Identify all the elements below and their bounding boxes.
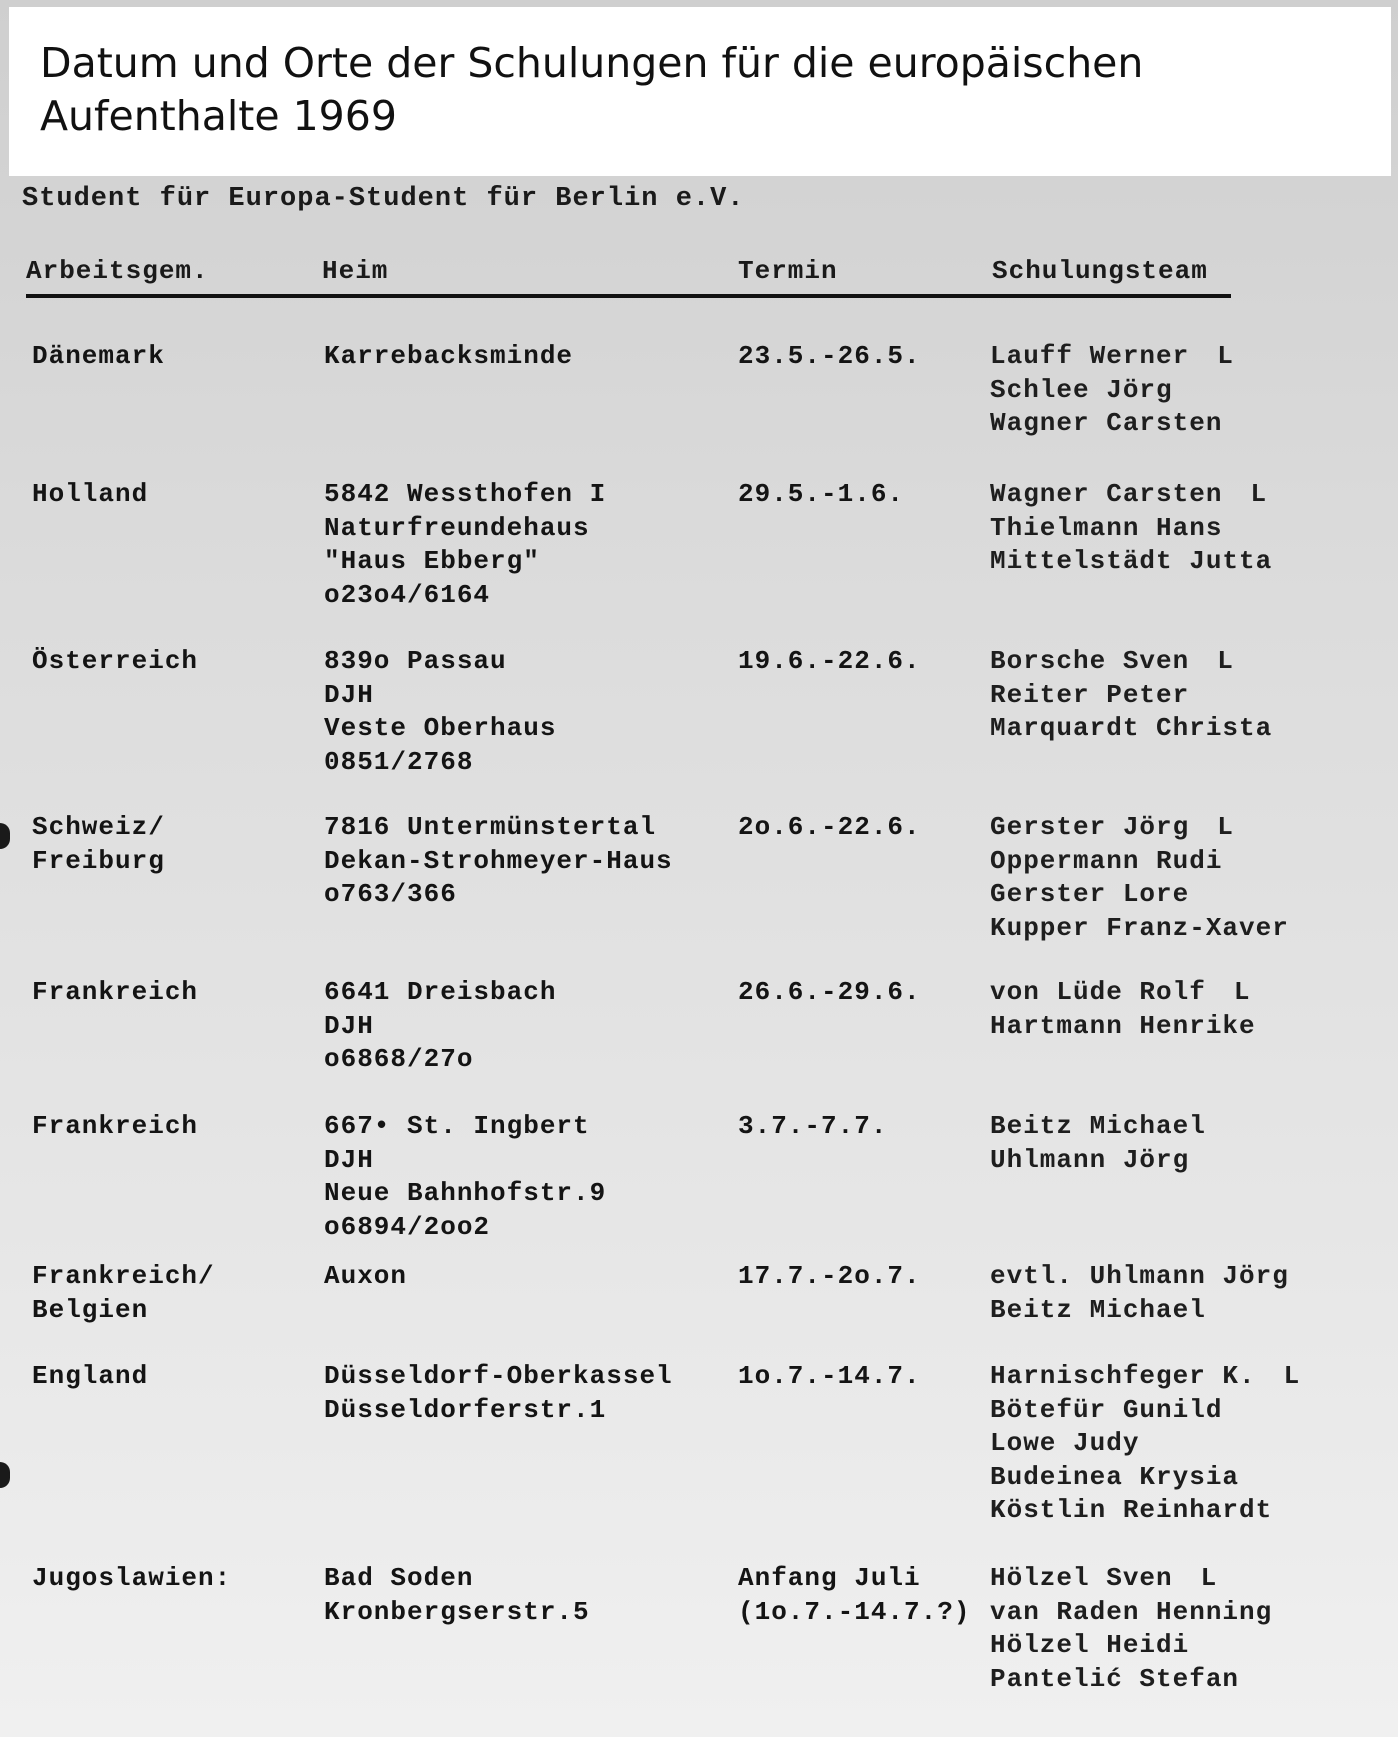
cell-heim (324, 811, 673, 912)
heim-line: Kronbergserstr.5 (324, 1596, 590, 1627)
arbeitsgem-line: Schweiz/ (32, 812, 165, 842)
cell-arbeitsgem (32, 645, 198, 679)
cell-termin (738, 1360, 921, 1394)
cell-team (990, 1260, 1289, 1327)
leader-mark: L (1250, 479, 1268, 509)
cell-team (990, 340, 1234, 441)
punch-hole-mark (0, 1462, 10, 1488)
arbeitsgem-line: Österreich (32, 646, 199, 676)
arbeitsgem-line: Jugoslawien: (32, 1563, 232, 1593)
heim-line: 667• St. Ingbert (324, 1111, 590, 1141)
cell-team (990, 811, 1289, 945)
heim-line: 6641 Dreisbach (324, 977, 557, 1007)
cell-team (990, 478, 1272, 579)
termin-line: 2o.6.-22.6. (738, 812, 921, 842)
heim-line: Auxon (324, 1261, 408, 1291)
header-termin: Termin (738, 256, 838, 286)
arbeitsgem-line: Belgien (32, 1294, 149, 1325)
cell-team (990, 1110, 1206, 1177)
team-line: Lauff Werner L (990, 341, 1234, 371)
cell-termin (738, 811, 921, 845)
termin-line: 17.7.-2o.7. (738, 1261, 921, 1291)
cell-team (990, 1360, 1300, 1528)
team-line: Marquardt Christa (990, 713, 1273, 743)
punch-hole-mark (0, 823, 10, 849)
cell-termin (738, 478, 904, 512)
heim-line: Dekan-Strohmeyer-Haus (324, 845, 673, 876)
team-line: von Lüde Rolf L (990, 977, 1251, 1007)
team-line: Budeinea Krysia (990, 1461, 1240, 1492)
arbeitsgem-line: Freiburg (32, 845, 165, 876)
cell-team (990, 1562, 1272, 1696)
heim-line: 5842 Wessthofen I (324, 479, 607, 509)
heim-line: 0851/2768 (324, 746, 474, 777)
team-line: Harnischfeger K. L (990, 1361, 1301, 1391)
heim-line: Neue Bahnhofstr.9 (324, 1178, 607, 1208)
team-line: Hartmann Henrike (990, 1010, 1256, 1041)
organization-title: Student für Europa-Student für Berlin e.V. (22, 184, 745, 214)
heim-line: o763/366 (324, 879, 457, 909)
team-line: Köstlin Reinhardt (990, 1495, 1273, 1525)
heim-line: o23o4/6164 (324, 579, 491, 610)
team-line: Beitz Michael (990, 1111, 1206, 1141)
cell-termin (738, 1562, 970, 1629)
header-heim: Heim (322, 256, 389, 286)
heim-line: 839o Passau (324, 646, 507, 676)
team-line: Thielmann Hans (990, 512, 1223, 543)
cell-heim (324, 340, 573, 374)
arbeitsgem-line: Frankreich (32, 1111, 199, 1141)
heim-line: DJH (324, 679, 374, 710)
termin-line: 23.5.-26.5. (738, 341, 921, 371)
heim-line: Düsseldorferstr.1 (324, 1394, 607, 1425)
leader-mark: L (1217, 646, 1234, 676)
leader-mark: L (1200, 1563, 1218, 1593)
team-line: Hölzel Heidi (990, 1630, 1190, 1660)
arbeitsgem-line: England (32, 1361, 149, 1391)
team-line: Lowe Judy (990, 1428, 1140, 1458)
team-line: van Raden Henning (990, 1596, 1273, 1627)
cell-termin (738, 1110, 887, 1144)
team-line: Oppermann Rudi (990, 845, 1223, 876)
cell-heim (324, 1360, 673, 1427)
termin-line: (1o.7.-14.7.?) (738, 1596, 971, 1627)
cell-team (990, 976, 1256, 1043)
termin-line: 1o.7.-14.7. (738, 1361, 921, 1391)
cell-arbeitsgem (32, 340, 165, 374)
team-line: Kupper Franz-Xaver (990, 912, 1289, 943)
cell-arbeitsgem (32, 1260, 215, 1327)
team-line: Gerster Jörg L (990, 812, 1234, 842)
team-line: Hölzel Sven L (990, 1563, 1218, 1593)
cell-arbeitsgem (32, 1360, 148, 1394)
team-line: evtl. Uhlmann Jörg (990, 1261, 1289, 1291)
heim-line: Veste Oberhaus (324, 713, 557, 743)
cell-termin (738, 1260, 921, 1294)
termin-line: 29.5.-1.6. (738, 479, 905, 509)
termin-line: 3.7.-7.7. (738, 1111, 888, 1141)
team-line: Bötefür Gunild (990, 1394, 1223, 1425)
termin-line: 19.6.-22.6. (738, 646, 921, 676)
team-line: Pantelić Stefan (990, 1663, 1240, 1694)
cell-arbeitsgem (32, 811, 165, 878)
heim-line: o6868/27o (324, 1044, 474, 1074)
heim-line: Bad Soden (324, 1563, 474, 1593)
heim-line: "Haus Ebberg" (324, 546, 540, 576)
cell-heim (324, 478, 606, 612)
cell-arbeitsgem (32, 1562, 231, 1596)
header-rule (26, 294, 1231, 298)
heim-line: 7816 Untermünstertal (324, 812, 657, 842)
cell-arbeitsgem (32, 1110, 198, 1144)
team-line: Uhlmann Jörg (990, 1144, 1190, 1175)
arbeitsgem-line: Frankreich/ (32, 1261, 215, 1291)
team-line: Gerster Lore (990, 879, 1190, 909)
heim-line: o6894/2oo2 (324, 1211, 491, 1242)
cell-arbeitsgem (32, 478, 148, 512)
team-line: Wagner Carsten L (990, 479, 1268, 509)
cell-heim (324, 976, 556, 1077)
heim-line: Karrebacksminde (324, 341, 574, 371)
team-line: Mittelstädt Jutta (990, 546, 1273, 576)
leader-mark: L (1217, 812, 1234, 842)
termin-line: 26.6.-29.6. (738, 977, 921, 1007)
team-line: Wagner Carsten (990, 408, 1223, 438)
arbeitsgem-line: Holland (32, 479, 149, 509)
heim-line: Düsseldorf-Oberkassel (324, 1361, 673, 1391)
team-line: Borsche Sven L (990, 646, 1234, 676)
header-arbeitsgem: Arbeitsgem. (26, 256, 209, 286)
cell-termin (738, 340, 921, 374)
heim-line: DJH (324, 1010, 374, 1041)
caption: Datum und Orte der Schulungen für die europäischen Aufenthalte 1969 (9, 7, 1391, 176)
leader-mark: L (1283, 1361, 1301, 1391)
leader-mark: L (1217, 341, 1234, 371)
arbeitsgem-line: Dänemark (32, 341, 165, 371)
cell-heim (324, 1260, 407, 1294)
team-line: Beitz Michael (990, 1294, 1206, 1325)
arbeitsgem-line: Frankreich (32, 977, 199, 1007)
cell-termin (738, 976, 921, 1010)
cell-heim (324, 645, 556, 779)
team-line: Reiter Peter (990, 679, 1190, 710)
header-schulungsteam: Schulungsteam (992, 256, 1208, 286)
heim-line: DJH (324, 1144, 374, 1175)
termin-line: Anfang Juli (738, 1563, 921, 1593)
cell-heim (324, 1110, 606, 1244)
team-line: Schlee Jörg (990, 374, 1173, 405)
cell-team (990, 645, 1272, 746)
leader-mark: L (1233, 977, 1251, 1007)
cell-arbeitsgem (32, 976, 198, 1010)
cell-heim (324, 1562, 590, 1629)
cell-termin (738, 645, 921, 679)
heim-line: Naturfreundehaus (324, 512, 590, 543)
